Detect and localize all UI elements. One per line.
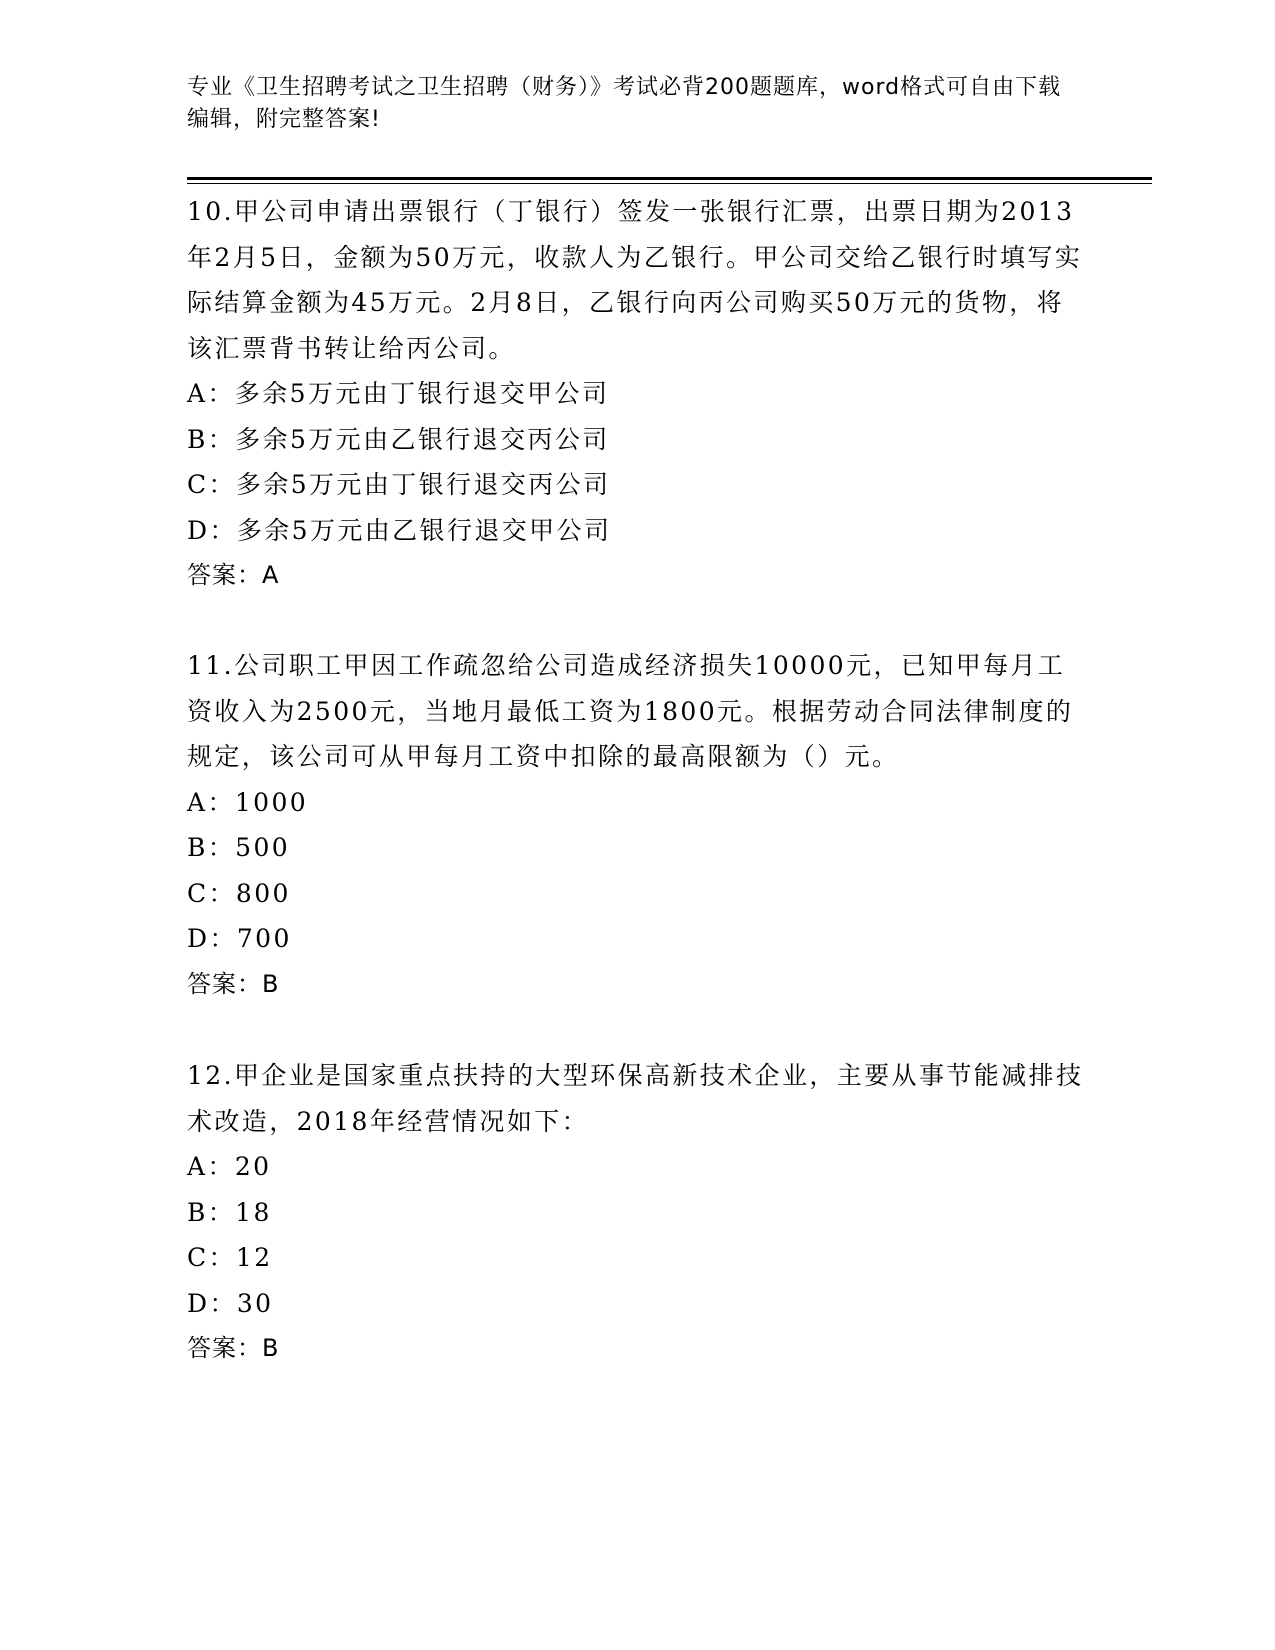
option-b: B：500 [187, 833, 291, 862]
answer-line: 答案：B [187, 969, 280, 998]
answer-line: 答案：A [187, 561, 280, 589]
option-a: A：多余5万元由丁银行退交甲公司 [187, 379, 610, 408]
option-c: C：多余5万元由丁银行退交丙公司 [187, 470, 611, 499]
option-d: D：700 [187, 924, 292, 953]
question-10 [187, 189, 1087, 599]
option-b: B：18 [187, 1197, 272, 1227]
answer-line: 答案：B [187, 1334, 280, 1362]
question-12 [187, 1053, 1087, 1372]
question-11 [187, 643, 1087, 1007]
question-stem: 12.甲企业是国家重点扶持的大型环保高新技术企业，主要从事节能减排技术改造，2018年经营情况如下： [187, 1061, 1084, 1136]
option-d: D：多余5万元由乙银行退交甲公司 [187, 515, 612, 545]
header-divider-thin [187, 183, 1152, 184]
option-c: C：12 [187, 1243, 273, 1272]
option-c: C：800 [187, 878, 291, 908]
question-stem: 10.甲公司申请出票银行（丁银行）签发一张银行汇票，出票日期为2013年2月5日，金额为50万元，收款人为乙银行。甲公司交给乙银行时填写实际结算金额为45万元。2月8日，乙银行向丙公司购买50万元的货物，将该汇票背书转让给丙公司。 [187, 197, 1083, 363]
question-stem: 11.公司职工甲因工作疏忽给公司造成经济损失10000元，已知甲每月工资收入为2500元，当地月最低工资为1800元。根据劳动合同法律制度的规定，该公司可从甲每月工资中扣除的最高限额为（）元。 [187, 651, 1074, 771]
option-a: A：1000 [187, 787, 309, 817]
option-d: D：30 [187, 1288, 274, 1318]
option-a: A：20 [187, 1152, 272, 1181]
option-b: B：多余5万元由乙银行退交丙公司 [187, 424, 610, 454]
document-header: 专业《卫生招聘考试之卫生招聘（财务）》考试必背200题题库，word格式可自由下载编辑，附完整答案! [187, 75, 1062, 132]
header-divider-thick [187, 177, 1152, 180]
